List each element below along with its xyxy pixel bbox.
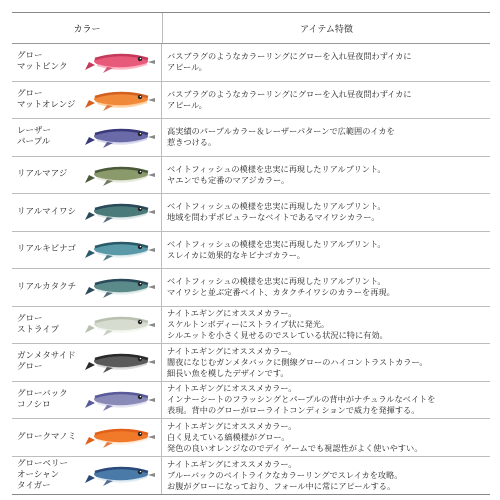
color-description: ベイトフィッシュの模様を忠実に再現したリアルプリント。 地域を問わずポピュラーなベイトであるマイワシカラー。	[167, 201, 386, 223]
lure-image	[80, 457, 162, 495]
color-description: ナイトエギングにオススメカラー。 白く見えている縞模様がグロー。 発色の良いオレンジなのでデイ ゲームでも視認性がよく使いやすい。	[167, 420, 423, 453]
color-description: ナイトエギングにオススメカラー。 スケルトンボディーにストライプ状に発光。 シルエットを小さく見せるのでスレている状況に特に有効。	[167, 308, 388, 341]
lure-image	[80, 82, 162, 119]
lure-image	[80, 344, 162, 381]
lure-image	[80, 157, 162, 194]
table-row	[12, 344, 490, 382]
color-name: レーザー パープル	[17, 126, 52, 148]
color-description: ベイトフィッシュの模様を忠実に再現したリアルプリント。 マイワシと並ぶ定番ベイト、カタクチイワシのカラーを再現。	[167, 276, 395, 298]
header-features: アイテム特徴	[300, 24, 353, 35]
color-table	[12, 12, 490, 495]
table-row	[12, 307, 490, 345]
color-description: 高実績のパープルカラー＆レーザーパターンで広範囲のイカを 惹きつける。	[167, 126, 395, 148]
color-name: グローバック コノシロ	[17, 388, 68, 410]
color-description: バスブラグのようなカラーリングにグローを入れ昼夜問わずイカに アピール。	[167, 88, 412, 110]
color-description: ベイトフィッシュの模様を忠実に再現したリアルプリント。 スレイカに効果的なキビナゴカラー。	[167, 238, 386, 260]
color-description: バスブラグのようなカラーリングにグローを入れ昼夜問わずイカに アピール。	[167, 51, 412, 73]
lure-image	[80, 44, 162, 81]
color-description: ナイトエギングにオススメカラー。 闇夜になじむガンメタバックに側線グローのハイコントラストカラー。 細長い魚を模したデザインです。	[167, 345, 428, 378]
lure-image	[80, 419, 162, 456]
color-name: リアルキビナゴ	[17, 244, 76, 255]
table-row	[12, 82, 490, 120]
table-row	[12, 157, 490, 195]
color-name: グロー マットピンク	[17, 51, 68, 73]
lure-image	[80, 307, 162, 344]
color-description: ナイトエギングにオススメカラー。 インナーシートのフラッシングとパープルの背中がナチュラルなベイトを 表現。背中のグローがローライトコンディションで威力を発揮する。	[167, 383, 436, 416]
lure-image	[80, 269, 162, 306]
color-description: ベイトフィッシュの模様を忠実に再現したリアルプリント。 ヤエンでも定番のマアジカラー。	[167, 163, 386, 185]
color-name: グロークマノミ	[17, 431, 77, 442]
table-row	[12, 457, 490, 495]
table-body	[12, 44, 490, 494]
color-description: ナイトエギングにオススメカラー。 ブルーバックのベイトライクなカラーリングでスレイカを攻略。 お腹がグローになっており、フォール中に常にアピールする。	[167, 458, 403, 491]
table-row	[12, 269, 490, 307]
color-name: リアルマアジ	[17, 169, 68, 180]
color-name: グロー ストライプ	[17, 313, 59, 335]
table-row	[12, 232, 490, 270]
color-name: リアルマイワシ	[17, 206, 76, 217]
color-name: ガンメタサイド グロー	[17, 351, 76, 373]
table-row	[12, 44, 490, 82]
lure-image	[80, 232, 162, 269]
lure-image	[80, 119, 162, 156]
table-row	[12, 419, 490, 457]
color-name: リアルカタクチ	[17, 281, 77, 292]
lure-image	[80, 382, 162, 419]
color-name: グロー マットオレンジ	[17, 88, 76, 110]
table-row	[12, 194, 490, 232]
table-row	[12, 119, 490, 157]
lure-image	[80, 194, 162, 231]
table-row	[12, 382, 490, 420]
color-name: グローベリー オーシャン タイガー	[17, 458, 69, 491]
table-header	[12, 13, 490, 44]
header-color: カラー	[12, 13, 163, 43]
